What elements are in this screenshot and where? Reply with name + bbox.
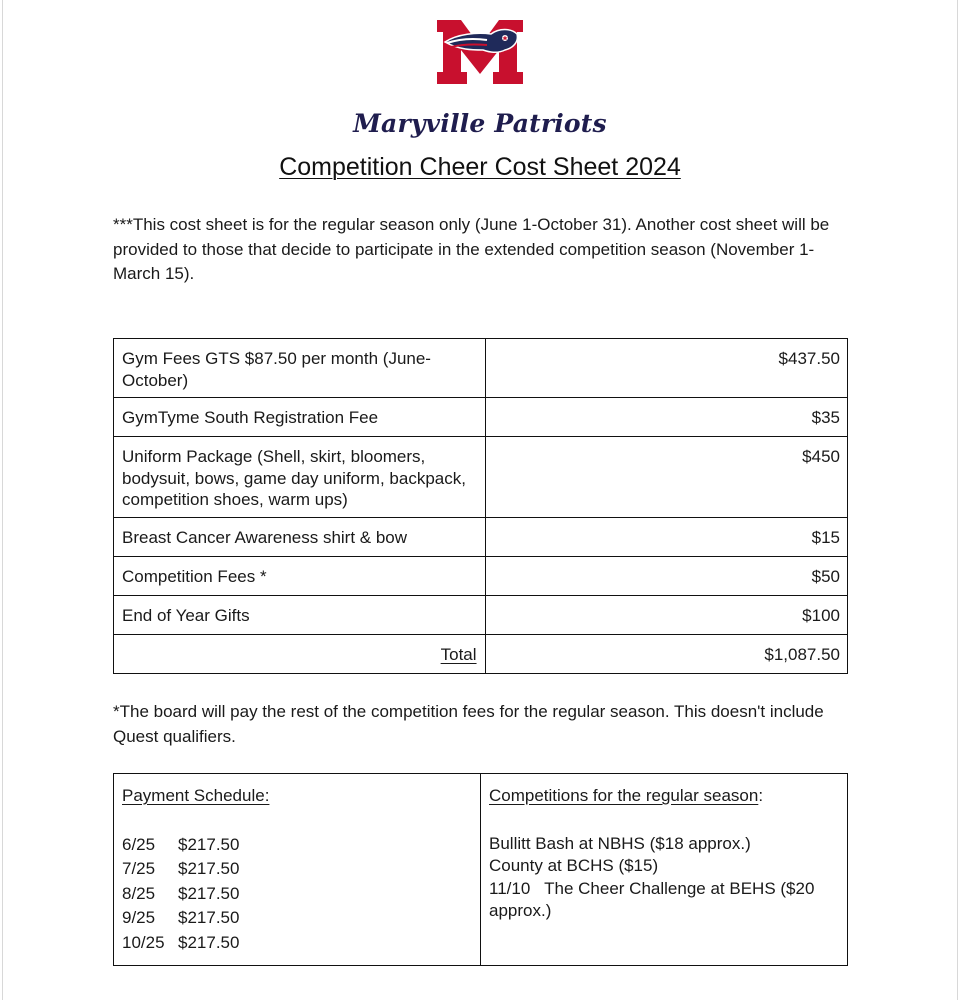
table-row: [114, 518, 848, 557]
payment-date: 6/25: [122, 834, 156, 854]
footnote: *The board will pay the rest of the competition fees for the regular season. This doesn't include Quest qualifiers.: [113, 702, 824, 746]
cost-item-amount: $15: [485, 518, 847, 557]
payment-row: [122, 906, 472, 931]
cost-item-label: Competition Fees *: [114, 557, 486, 596]
page-title: Competition Cheer Cost Sheet 2024: [279, 153, 681, 181]
cost-item-amount: $100: [485, 596, 847, 635]
cost-table: [113, 338, 848, 674]
cost-item-label: GymTyme South Registration Fee: [114, 398, 486, 437]
table-row: [114, 774, 848, 966]
cost-item-amount: $35: [485, 398, 847, 437]
school-name: Maryville Patriots: [353, 109, 607, 138]
competitions-heading: Competitions for the regular season: [489, 786, 759, 805]
payment-amount: $217.50: [178, 932, 240, 952]
payment-date: 7/25: [122, 859, 156, 878]
payment-row: [122, 833, 472, 858]
table-row: [114, 557, 848, 596]
payment-row: [122, 857, 472, 882]
cost-item-label: Uniform Package (Shell, skirt, bloomers, bodysuit, bows, game day uniform, backpack, competition shoes, warm ups): [114, 437, 486, 518]
table-row: [114, 596, 848, 635]
competitions-heading-line: [489, 784, 839, 809]
payment-date: 9/25: [122, 908, 156, 927]
cost-item-amount: $50: [485, 557, 847, 596]
cost-item-label: Breast Cancer Awareness shirt & bow: [114, 518, 486, 557]
competition-item: County at BCHS ($15): [489, 856, 659, 875]
payment-schedule-cell: [114, 774, 481, 966]
cost-item-label: End of Year Gifts: [114, 596, 486, 635]
total-label-cell: [114, 635, 486, 674]
cost-item-amount: $450: [485, 437, 847, 518]
schedule-table: [113, 773, 848, 966]
competition-item: Bullitt Bash at NBHS ($18 approx.): [489, 833, 751, 853]
total-amount: $1,087.50: [485, 635, 847, 674]
payment-date: 10/25: [122, 932, 165, 952]
cost-item-amount: $437.50: [485, 339, 847, 398]
competition-item: 11/10 The Cheer Challenge at BEHS ($20 approx.): [489, 878, 820, 920]
table-row: [114, 437, 848, 518]
patriots-m-logo: [437, 20, 523, 84]
payment-amount: $217.50: [178, 859, 240, 878]
intro-paragraph: ***This cost sheet is for the regular season only (June 1-October 31). Another cost sheet will be provided to those that decide to participate in the extended competition season (November 1-March 15).: [113, 215, 830, 283]
payment-date: 8/25: [122, 883, 156, 903]
total-label: Total: [440, 645, 477, 664]
payment-amount: $217.50: [178, 883, 240, 903]
table-row: [114, 398, 848, 437]
payment-row: [122, 931, 472, 956]
payment-amount: $217.50: [178, 908, 240, 927]
cost-item-label: Gym Fees GTS $87.50 per month (June-October): [114, 339, 486, 398]
payment-schedule-heading: Payment Schedule:: [122, 786, 270, 805]
competitions-heading-colon: :: [758, 786, 764, 805]
table-row: [114, 339, 848, 398]
payment-row: [122, 882, 472, 907]
total-row: [114, 635, 848, 674]
competitions-cell: [481, 774, 848, 966]
payment-amount: $217.50: [178, 834, 240, 854]
